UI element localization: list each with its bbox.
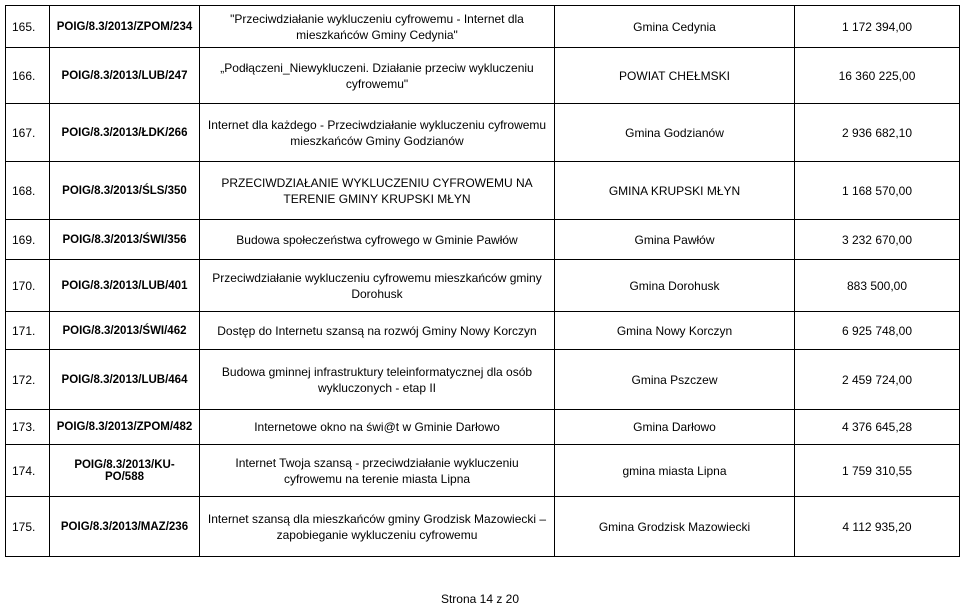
project-code: POIG/8.3/2013/ZPOM/482 <box>50 410 200 445</box>
table-row <box>6 104 960 162</box>
project-code: POIG/8.3/2013/ŚLS/350 <box>50 162 200 220</box>
beneficiary: Gmina Darłowo <box>555 410 795 445</box>
row-number: 167. <box>6 104 50 162</box>
beneficiary: Gmina Grodzisk Mazowiecki <box>555 497 795 557</box>
table-row <box>6 497 960 557</box>
project-title: PRZECIWDZIAŁANIE WYKLUCZENIU CYFROWEMU NA TERENIE GMINY KRUPSKI MŁYN <box>200 162 555 220</box>
project-title: Budowa społeczeństwa cyfrowego w Gminie Pawłów <box>200 220 555 260</box>
project-code: POIG/8.3/2013/KU-PO/588 <box>50 445 200 497</box>
beneficiary: Gmina Godzianów <box>555 104 795 162</box>
project-code: POIG/8.3/2013/MAZ/236 <box>50 497 200 557</box>
table-row <box>6 260 960 312</box>
row-number: 170. <box>6 260 50 312</box>
table-row <box>6 162 960 220</box>
table-row <box>6 6 960 48</box>
amount: 16 360 225,00 <box>795 48 960 104</box>
project-title: Przeciwdziałanie wykluczeniu cyfrowemu mieszkańców gminy Dorohusk <box>200 260 555 312</box>
beneficiary: POWIAT CHEŁMSKI <box>555 48 795 104</box>
beneficiary: GMINA KRUPSKI MŁYN <box>555 162 795 220</box>
table-row <box>6 350 960 410</box>
amount: 883 500,00 <box>795 260 960 312</box>
amount: 4 112 935,20 <box>795 497 960 557</box>
amount: 1 168 570,00 <box>795 162 960 220</box>
row-number: 175. <box>6 497 50 557</box>
row-number: 174. <box>6 445 50 497</box>
project-title: Internet szansą dla mieszkańców gminy Grodzisk Mazowiecki – zapobieganie wykluczeniu cyfrowemu <box>200 497 555 557</box>
amount: 1 759 310,55 <box>795 445 960 497</box>
amount: 1 172 394,00 <box>795 6 960 48</box>
amount: 2 459 724,00 <box>795 350 960 410</box>
row-number: 173. <box>6 410 50 445</box>
beneficiary: Gmina Pawłów <box>555 220 795 260</box>
row-number: 171. <box>6 312 50 350</box>
beneficiary: gmina miasta Lipna <box>555 445 795 497</box>
project-code: POIG/8.3/2013/LUB/464 <box>50 350 200 410</box>
beneficiary: Gmina Nowy Korczyn <box>555 312 795 350</box>
project-code: POIG/8.3/2013/LUB/247 <box>50 48 200 104</box>
project-code: POIG/8.3/2013/ŚWI/356 <box>50 220 200 260</box>
table-row <box>6 312 960 350</box>
project-code: POIG/8.3/2013/ZPOM/234 <box>50 6 200 48</box>
row-number: 169. <box>6 220 50 260</box>
project-code: POIG/8.3/2013/ŁDK/266 <box>50 104 200 162</box>
project-title: Budowa gminnej infrastruktury teleinformatycznej dla osób wykluczonych - etap II <box>200 350 555 410</box>
project-title: Dostęp do Internetu szansą na rozwój Gminy Nowy Korczyn <box>200 312 555 350</box>
grant-table-body <box>6 6 960 557</box>
amount: 2 936 682,10 <box>795 104 960 162</box>
project-title: „Podłączeni_Niewykluczeni. Działanie przeciw wykluczeniu cyfrowemu" <box>200 48 555 104</box>
row-number: 168. <box>6 162 50 220</box>
beneficiary: Gmina Cedynia <box>555 6 795 48</box>
amount: 6 925 748,00 <box>795 312 960 350</box>
page-number: Strona 14 z 20 <box>440 592 520 606</box>
table-row <box>6 48 960 104</box>
row-number: 165. <box>6 6 50 48</box>
project-title: Internet dla każdego - Przeciwdziałanie wykluczeniu cyfrowemu mieszkańców Gminy Godzianów <box>200 104 555 162</box>
project-title: "Przeciwdziałanie wykluczeniu cyfrowemu - Internet dla mieszkańców Gminy Cedynia" <box>200 6 555 48</box>
project-title: Internetowe okno na świ@t w Gminie Darłowo <box>200 410 555 445</box>
amount: 4 376 645,28 <box>795 410 960 445</box>
row-number: 166. <box>6 48 50 104</box>
beneficiary: Gmina Dorohusk <box>555 260 795 312</box>
table-row <box>6 220 960 260</box>
amount: 3 232 670,00 <box>795 220 960 260</box>
grant-table <box>5 5 960 557</box>
table-row <box>6 445 960 497</box>
row-number: 172. <box>6 350 50 410</box>
beneficiary: Gmina Pszczew <box>555 350 795 410</box>
table-row <box>6 410 960 445</box>
project-code: POIG/8.3/2013/LUB/401 <box>50 260 200 312</box>
project-title: Internet Twoja szansą - przeciwdziałanie wykluczeniu cyfrowemu na terenie miasta Lipna <box>200 445 555 497</box>
project-code: POIG/8.3/2013/ŚWI/462 <box>50 312 200 350</box>
